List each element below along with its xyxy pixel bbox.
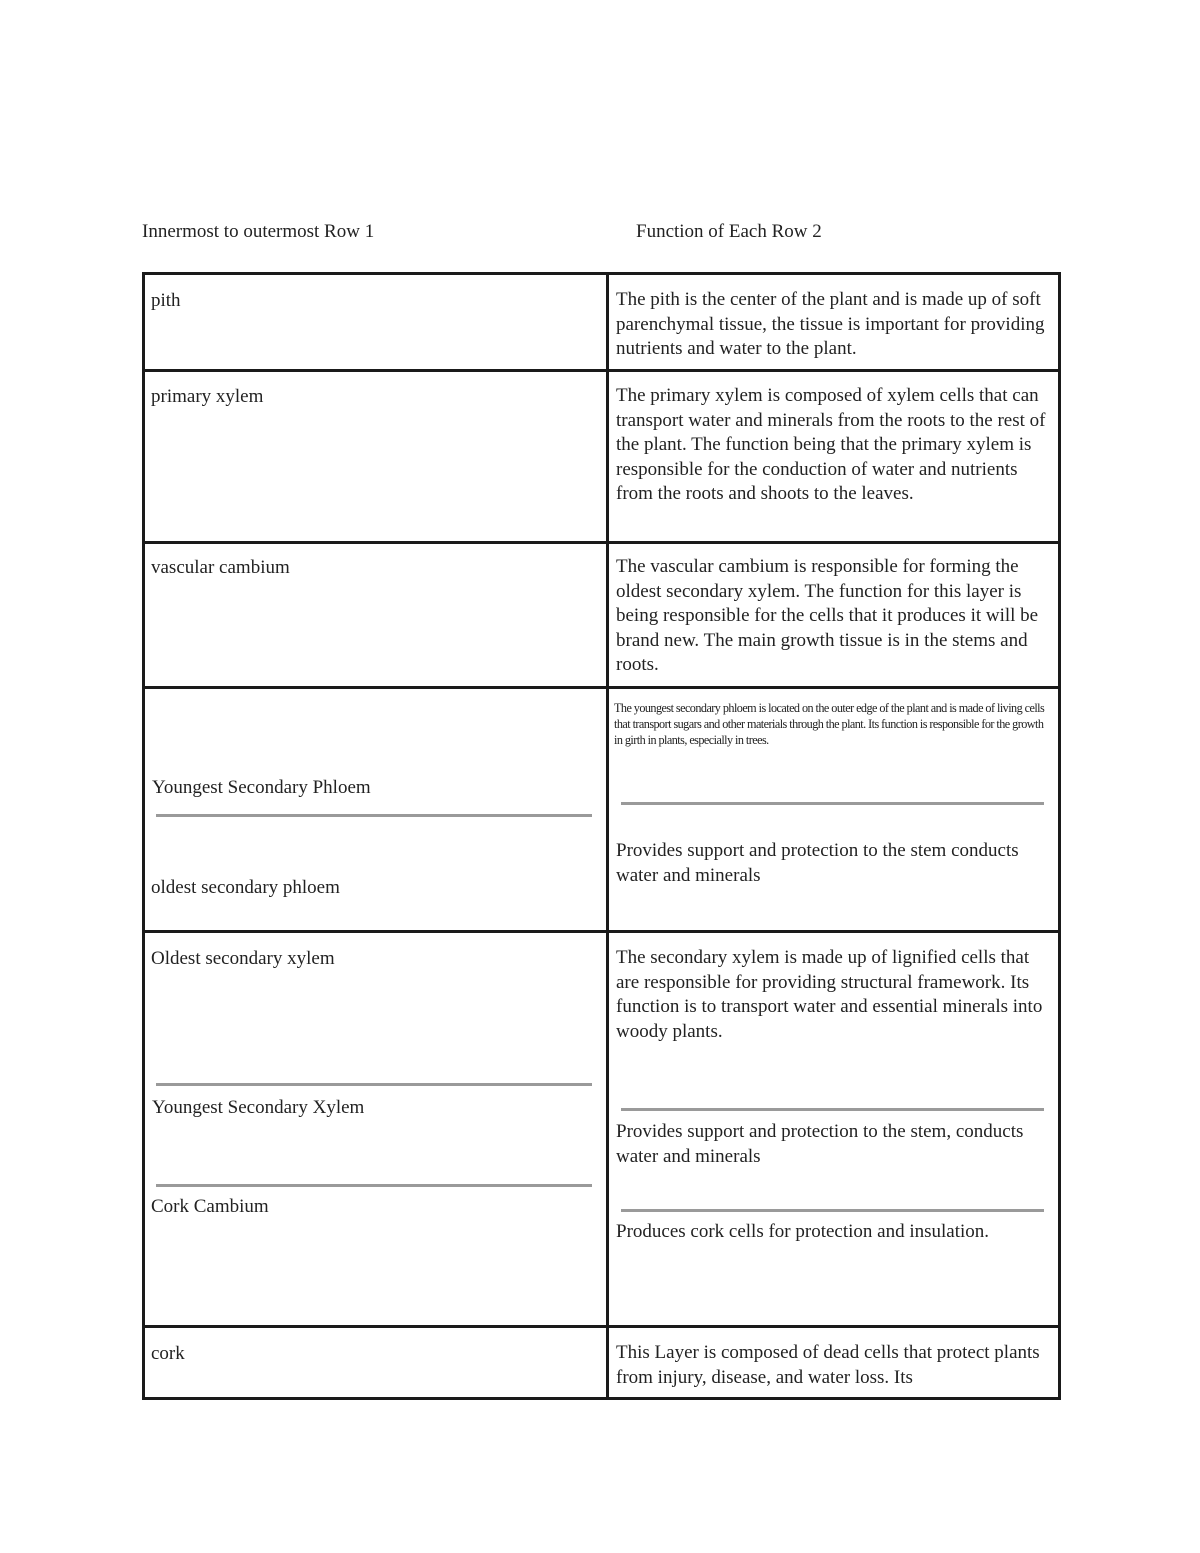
layer-cell-pith: pith [151,290,181,311]
layer-cell-vascular-cambium: vascular cambium [151,557,290,578]
layer-cell-primary-xylem: primary xylem [151,386,264,407]
column-divider [606,272,609,1400]
layer-cell-youngest-secondary-phloem: Youngest Secondary Phloem [152,777,371,798]
row-divider [142,1325,1061,1328]
column-header-layer: Innermost to outermost Row 1 [142,221,375,242]
function-cell-primary-xylem: The primary xylem is composed of xylem cells that can transport water and minerals from the roots to the rest of the plant. The function being that the primary xylem is responsible for the conduction of water and nutrients from the roots and shoots to the leaves. [616,385,1046,505]
cell-separator [621,802,1044,805]
function-cell-pith: The pith is the center of the plant and is made up of soft parenchymal tissue, the tissue is important for providing nutrients and water to the plant. [616,289,1045,360]
cell-separator [621,1209,1044,1212]
layer-cell-cork-cambium: Cork Cambium [151,1196,269,1217]
cell-separator [156,814,592,817]
row-divider [142,369,1061,372]
row-divider [142,686,1061,689]
function-cell-vascular-cambium: The vascular cambium is responsible for forming the oldest secondary xylem. The function for this layer is being responsible for the cells that it produces it will be brand new. The main growth tissue is in the stems and roots. [616,556,1039,676]
layer-cell-youngest-secondary-xylem: Youngest Secondary Xylem [152,1097,365,1118]
cell-separator [156,1083,592,1086]
row-divider [142,930,1061,933]
function-cell-youngest-secondary-phloem: The youngest secondary phloem is located on the outer edge of the plant and is made of living cells that transport sugars and other materials through the plant. Its function is responsible for the growth in girth in plants, especially in trees. [614,701,1045,747]
function-cell-youngest-secondary-xylem: Provides support and protection to the stem, conducts water and minerals [616,1121,1024,1167]
function-cell-cork: This Layer is composed of dead cells that protect plants from injury, disease, and water loss. Its [616,1342,1040,1388]
cell-separator [621,1108,1044,1111]
function-cell-oldest-secondary-xylem: The secondary xylem is made up of lignified cells that are responsible for providing structural framework. Its function is to transport water and essential minerals into woody plants. [616,947,1043,1042]
layer-cell-oldest-secondary-phloem: oldest secondary phloem [151,877,340,898]
layer-cell-cork: cork [151,1343,185,1364]
function-cell-cork-cambium: Produces cork cells for protection and insulation. [616,1221,990,1242]
cell-separator [156,1184,592,1187]
row-divider [142,541,1061,544]
function-cell-oldest-secondary-phloem: Provides support and protection to the stem conducts water and minerals [616,840,1019,886]
layer-cell-oldest-secondary-xylem: Oldest secondary xylem [151,948,335,969]
column-header-function: Function of Each Row 2 [636,221,822,242]
